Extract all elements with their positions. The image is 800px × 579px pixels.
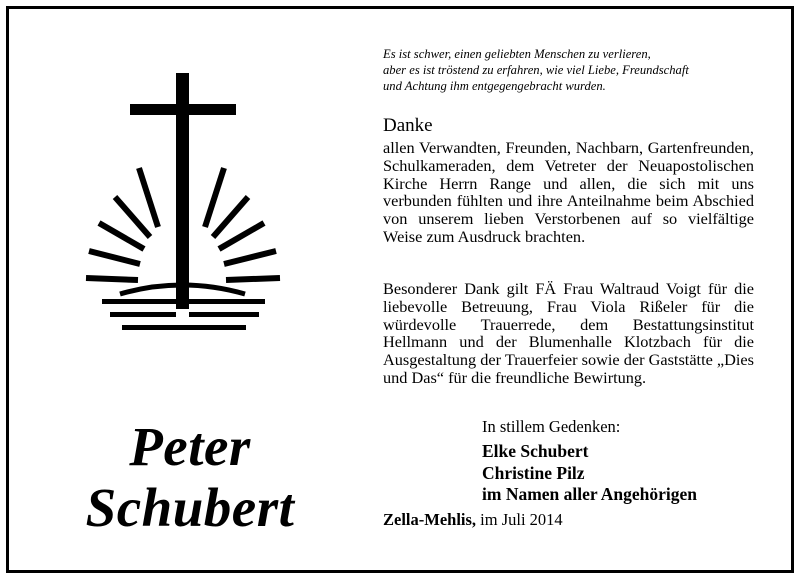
thanks-heading: Danke: [383, 115, 433, 136]
thanks-paragraph-1: allen Verwandten, Freunden, Nachbarn, Gartenfreunden, Schulkameraden, dem Vetreter der Neuapostolischen Kirche Herrn Range und allen, die sich mit uns verbunden fühlten und ihre Anteilnahme beim Abschied von unserem lieben Verstorbenen auf so vielfältige Weise zum Ausdruck brachten.: [383, 138, 754, 246]
condolence-quote: [383, 46, 778, 94]
signers-list: [482, 441, 697, 506]
thanks-paragraph-2: Besonderer Dank gilt FÄ Frau Waltraud Voigt für die liebevolle Betreuung, Frau Viola Rißeler für die würdevolle Trauerrede, dem Bestattungsinstitut Hellmann und der Blumenhalle Klotzbach für die Ausgestaltung der Trauerfeier sowie der Gaststätte „Dies und Das“ für die freundliche Bewirtung.: [383, 279, 754, 387]
place-date: [383, 510, 563, 530]
quote-line: und Achtung ihm entgegengebracht wurden.: [383, 79, 606, 93]
quote-line: Es ist schwer, einen geliebten Menschen zu verlieren,: [383, 47, 651, 61]
deceased-first-name: Peter: [129, 416, 251, 477]
memorial-intro: In stillem Gedenken:: [482, 417, 621, 436]
signer-name: Christine Pilz: [482, 462, 585, 483]
signer-name: im Namen aller Angehörigen: [482, 484, 698, 504]
place-name: Zella-Mehlis,: [383, 510, 477, 529]
date-text: im Juli 2014: [476, 510, 563, 529]
signer-name: Elke Schubert: [482, 441, 589, 461]
quote-line: aber es ist tröstend zu erfahren, wie viel Liebe, Freundschaft: [383, 63, 689, 77]
cross-rising-sun-icon: [80, 66, 305, 341]
deceased-last-name: Schubert: [85, 477, 295, 538]
